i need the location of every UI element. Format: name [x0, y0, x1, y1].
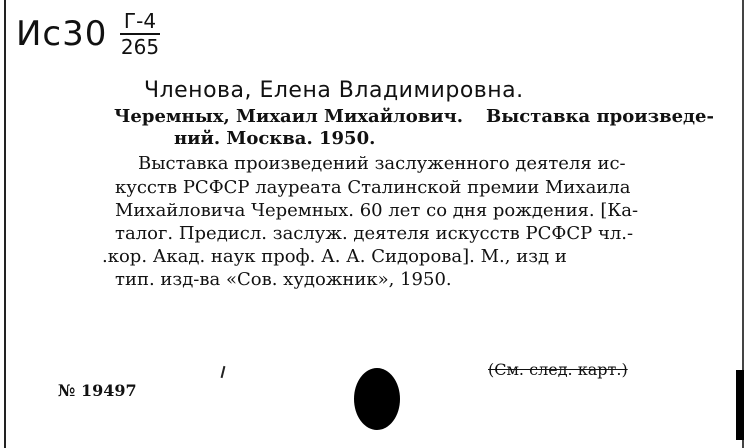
body-line-2: кусств РСФСР лауреата Сталинской премии Михаила	[115, 177, 631, 198]
shelf-fraction-top: Г-4	[123, 9, 157, 33]
body-line-1: Выставка произведений заслуженного деятеля ис-	[138, 153, 626, 174]
card-edge-notch	[736, 370, 744, 440]
punch-hole	[354, 368, 400, 430]
body-line-4: талог. Предисл. заслуж. деятеля искусств РСФСР чл.-	[115, 223, 634, 244]
stray-mark	[221, 366, 226, 378]
heading-line-1	[114, 106, 714, 128]
body-line-5: .кор. Акад. наук проф. А. А. Сидорова]. М., изд и	[102, 246, 567, 267]
shelf-fraction-bottom: 265	[120, 35, 160, 59]
heading-author: Черемных, Михаил Михайлович.	[114, 106, 464, 127]
shelf-code: Ис30	[16, 14, 108, 54]
accession-number: № 19497	[58, 381, 137, 400]
see-next-card-note: (См. след. карт.)	[488, 360, 628, 379]
body-line-3: Михайловича Черемных. 60 лет со дня рождения. [Ка-	[115, 200, 639, 221]
shelf-fraction	[116, 10, 164, 58]
heading-line-2: ний. Москва. 1950.	[174, 128, 376, 149]
handwritten-name: Членова, Елена Владимировна.	[144, 78, 524, 103]
heading-title: Выставка произведе-	[486, 106, 714, 127]
body-line-6: тип. изд-ва «Сов. художник», 1950.	[115, 269, 452, 290]
card-left-edge	[4, 0, 6, 448]
